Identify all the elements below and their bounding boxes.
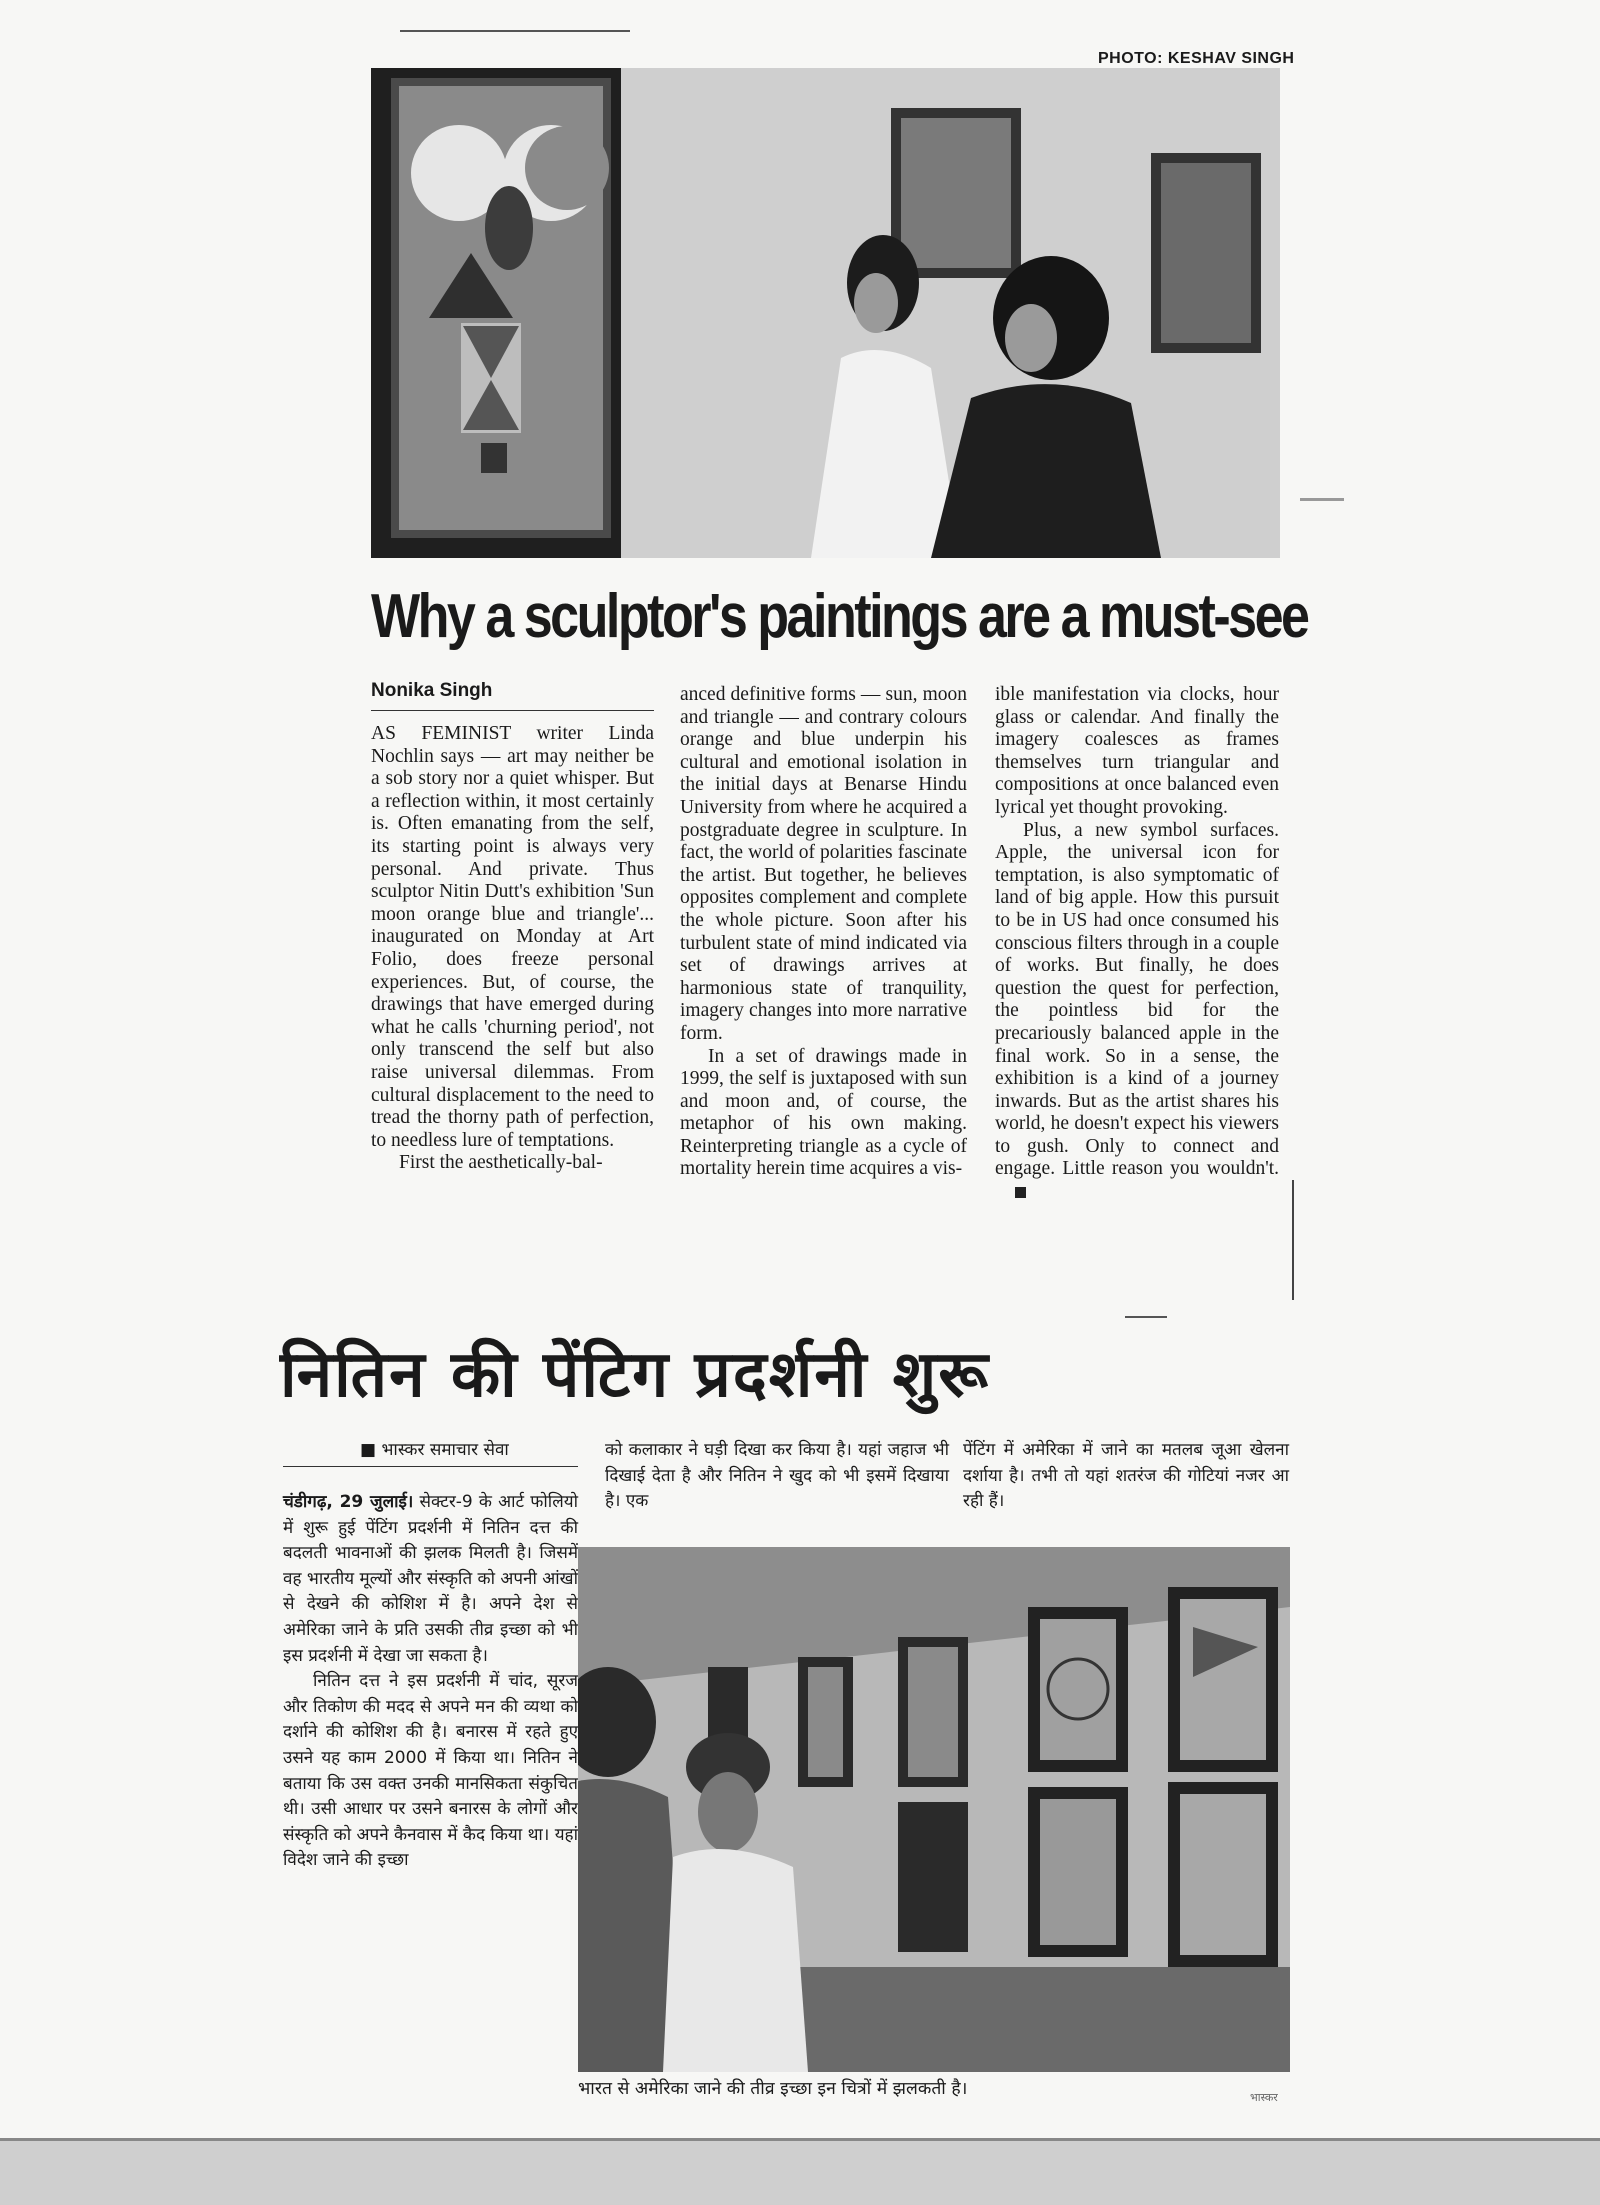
hindi-headline: नितिन की पेंटिग प्रदर्शनी शुरू	[280, 1338, 991, 1412]
news-bureau: ■ भास्कर समाचार सेवा	[360, 1440, 509, 1460]
exhibition-photo-bottom-image	[578, 1547, 1290, 2072]
top-rule	[400, 30, 630, 32]
scan-edge	[0, 2138, 1600, 2205]
hindi-column-3	[963, 1438, 1289, 1515]
exhibition-photo-top	[371, 68, 1280, 558]
paragraph: पेंटिंग में अमेरिका में जाने का मतलब जूआ खेलना दर्शाया है। तभी तो यहां शतरंज की गोटियां नजर आ रही हैं।	[963, 1440, 1289, 1512]
exhibition-photo-bottom	[578, 1547, 1290, 2072]
column-rule	[1292, 1180, 1294, 1300]
dateline: चंडीगढ़, 29 जुलाई।	[283, 1492, 414, 1512]
paragraph: सेक्टर-9 के आर्ट फोलियो में शुरू हुई पेंटिंग प्रदर्शनी में नितिन दत्त की बदलती भावनाओं की झलक मिलती है। जिसमें वह भारतीय मूल्यों और संस्कृति को अपनी आंखों से देखने की कोशिश में है। अपने देश से अमेरिका जाने के प्रति उसकी तीव्र इच्छा को भी इस प्रदर्शनी में देखा जा सकता है।	[283, 1492, 578, 1666]
end-mark-icon	[1015, 1187, 1026, 1198]
paragraph: anced definitive forms — sun, moon and triangle — and contrary colours orange and blue underpin his cultural and emotional isolation in the initial days at Benarse Hindu University from where he acquired a postgraduate degree in sculpture. In fact, the world of polarities fascinate the artist. But together, he believes opposites complement and complete the whole picture. Soon after his turbulent state of mind indicated via set of drawings arrives at harmonious state of tranquility, imagery changes into more narrative form.	[680, 684, 967, 1044]
byline-rule	[371, 710, 654, 711]
headline: Why a sculptor's paintings are a must-see	[371, 582, 1308, 651]
paragraph: Plus, a new symbol surfaces. Apple, the universal icon for temptation, is also symptomatic of land of big apple. How this pursuit to be in US had once consumed his conscious filters through in a couple of works. But finally, he does question the quest for perfection, the pointless bid for the precariously balanced apple in the final work. So in a sense, the exhibition is a kind of a journey inwards. But as the artist shares his world, he doesn't expect his viewers to gush. Only to connect and engage. Little reason you wouldn't.	[995, 819, 1279, 1180]
bureau-rule	[283, 1466, 578, 1467]
paragraph: ible manifestation via clocks, hour glass or calendar. And finally the imagery coalesces as frames themselves turn triangular and compositions at once balanced even lyrical yet thought provoking.	[995, 684, 1279, 818]
photo-credit: PHOTO: KESHAV SINGH	[1098, 50, 1295, 67]
exhibition-photo-top-image	[371, 68, 1280, 558]
hindi-column-1	[283, 1490, 578, 1874]
scan-mark	[1300, 498, 1344, 501]
divider	[1125, 1316, 1167, 1318]
article-column-1	[371, 723, 654, 1175]
article-column-3	[995, 684, 1279, 1204]
hindi-column-2	[605, 1438, 949, 1515]
paragraph: AS FEMINIST writer Linda Nochlin says — art may neither be a sob story nor a quiet whisper. But a reflection within, it most certainly is. Often emanating from the self, its starting point is always very personal. And private. Thus sculptor Nitin Dutt's exhibition 'Sun moon orange blue and triangle'... inaugurated on Monday at Art Folio, does freeze personal experiences. But, of course, the drawings that have emerged during what he calls 'churning period', not only transcend the self but also raise universal dilemmas. From cultural displacement to the need to tread the thorny path of perfection, to needless lure of temptations.	[371, 723, 654, 1151]
article-column-2	[680, 684, 967, 1181]
byline: Nonika Singh	[371, 680, 493, 701]
photo-caption: भारत से अमेरिका जाने की तीव्र इच्छा इन चित्रों में झलकती है।	[578, 2079, 968, 2099]
paragraph: In a set of drawings made in 1999, the self is juxtaposed with sun and moon and, of course, the metaphor of his own making. Reinterpreting triangle as a cycle of mortality herein time acquires a vis-	[680, 1045, 967, 1180]
paragraph: को कलाकार ने घड़ी दिखा कर किया है। यहां जहाज भी दिखाई देता है और नितिन ने खुद को भी इसमें दिखाया है। एक	[605, 1440, 949, 1512]
paragraph: नितिन दत्त ने इस प्रदर्शनी में चांद, सूरज और तिकोण की मदद से अपने मन की व्यथा को दर्शाने की कोशिश की है। बनारस में रहते हुए उसने यह काम 2000 में किया था। नितिन ने बताया कि उस वक्त उनकी मानसिकता संकुचित थी। उसी आधार पर उसने बनारस के लोगों और संस्कृति को अपने कैनवास में कैद किया था। यहां विदेश जाने की इच्छा	[283, 1671, 578, 1871]
paragraph: First the aesthetically-bal-	[399, 1152, 603, 1174]
source-mark: भास्कर	[1250, 2091, 1278, 2104]
